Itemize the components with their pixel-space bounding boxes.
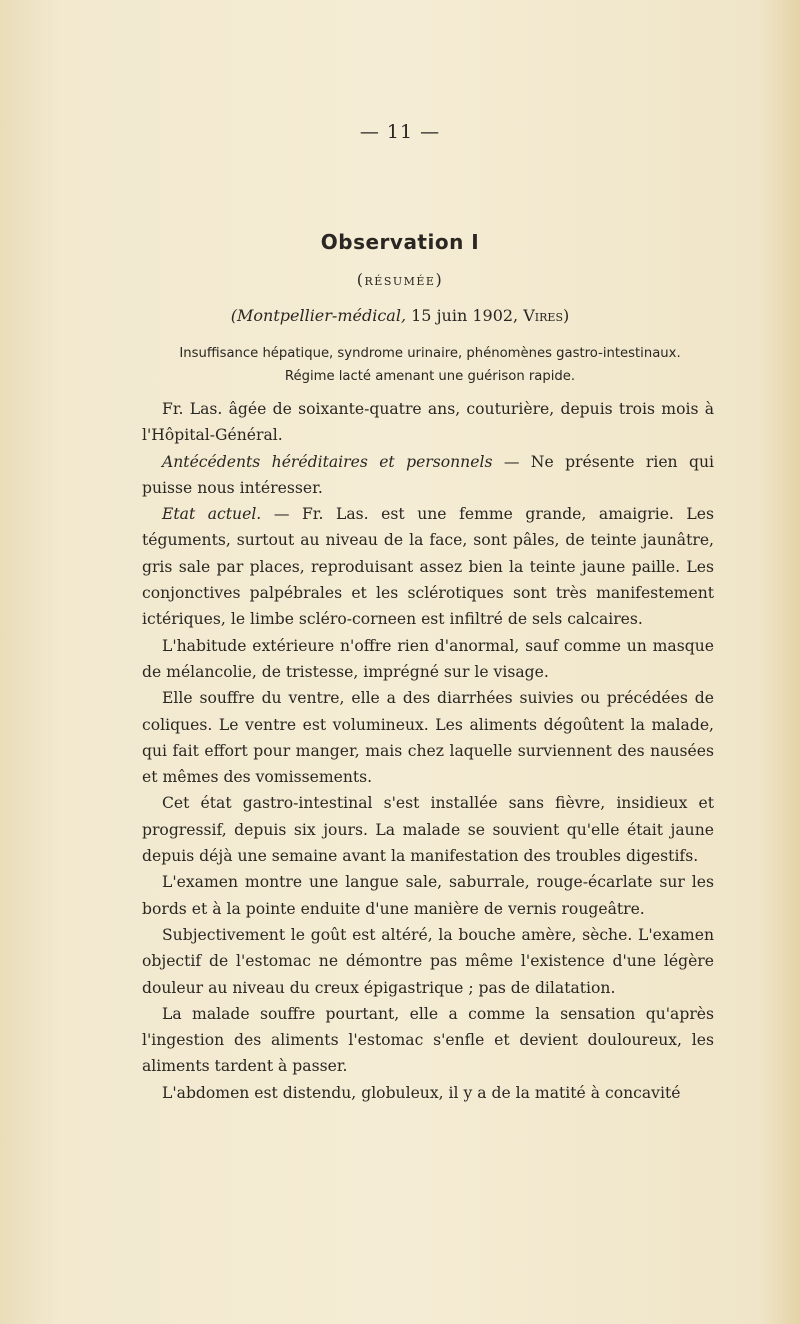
paragraph-text: — Fr. Las. est une femme grande, amaigrie. Les téguments, surtout au niveau de la face, sont pâles, de teinte jaunâtre, gris sale par places, reproduisant assez bien la teinte jaune paille. Les conjonctives palpébrales et les sclérotiques sont très manifestement ictériques, le limbe scléro-corneen est infiltré de sels calcaires.	[142, 505, 715, 629]
paragraph: L'habitude extérieure n'offre rien d'anormal, sauf comme un masque de mélancolie, de tristesse, imprégné sur le visage.	[142, 636, 714, 681]
paragraph: La malade souffre pourtant, elle a comme la sensation qu'après l'ingestion des aliments l'estomac s'enfle et devient douloureux, les aliments tardent à passer.	[142, 1004, 714, 1076]
source-journal: (Montpellier-médical,	[230, 306, 407, 325]
case-summary	[150, 342, 710, 388]
section-label: Antécédents héréditaires et personnels	[162, 452, 493, 471]
paragraph: Elle souffre du ventre, elle a des diarrhées suivies ou précédées de coliques. Le ventre est volumineux. Les aliments dégoûtent la malade, qui fait effort pour manger, mais chez laquelle surviennent des nausées et mêmes des vomissements.	[142, 689, 714, 787]
observation-title: Observation I	[320, 230, 480, 254]
paragraph: Subjectivement le goût est altéré, la bouche amère, sèche. L'examen objectif de l'estomac ne démontre pas même l'existence d'une légère douleur au niveau du creux épigastrique ; pas de dilatation.	[142, 925, 714, 997]
page-number: — 11 —	[359, 121, 441, 143]
summary-line: Insuffisance hépatique, syndrome urinaire, phénomènes gastro-intestinaux.	[179, 346, 681, 361]
observation-subtitle: (résumée)	[356, 270, 444, 289]
paragraph	[142, 501, 714, 632]
paragraph	[142, 449, 714, 502]
body-text	[142, 396, 714, 1106]
summary-line: Régime lacté amenant une guérison rapide.	[284, 369, 576, 384]
section-label: Etat actuel.	[162, 505, 262, 524]
paragraph: Cet état gastro-intestinal s'est installée sans fièvre, insidieux et progressif, depuis six jours. La malade se souvient qu'elle était jaune depuis déjà une semaine avant la manifestation des troubles digestifs.	[142, 794, 714, 866]
source-date: 15 juin 1902,	[406, 306, 524, 325]
source-author: Vires)	[523, 306, 570, 325]
paragraph-text: — Ne présente rien qui puisse nous intéresser.	[142, 452, 714, 497]
paragraph: L'abdomen est distendu, globuleux, il y a de la matité à concavité	[162, 1083, 681, 1102]
paragraph: L'examen montre une langue sale, saburrale, rouge-écarlate sur les bords et à la pointe enduite d'une manière de vernis rougeâtre.	[142, 873, 714, 918]
paragraph: Fr. Las. âgée de soixante-quatre ans, couturière, depuis trois mois à l'Hôpital-Général.	[142, 400, 714, 445]
source-citation	[0, 306, 800, 325]
